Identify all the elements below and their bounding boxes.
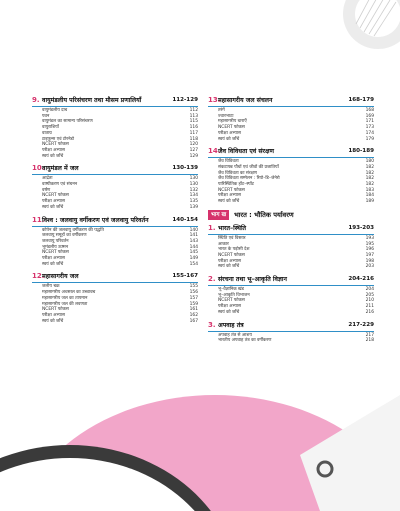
toc-item-label: परीक्षा अभ्यास	[218, 193, 241, 199]
chapter-title: महासागरीय जल	[42, 273, 79, 281]
chapter-entry	[208, 147, 374, 205]
toc-item-label: NCERT फोकस	[42, 250, 69, 256]
toc-item-page: 141	[189, 233, 198, 239]
chapter-page-range: 204-216	[348, 276, 374, 283]
toc-item-label: स्वयं को जाँचें	[42, 153, 64, 159]
toc-right-part-b	[208, 224, 374, 344]
chapter-title: अपवाह तंत्र	[218, 321, 244, 329]
toc-item-page: 196	[365, 247, 374, 253]
toc-item	[208, 310, 374, 316]
toc-item-page: 171	[365, 119, 374, 125]
toc-item-page: 218	[365, 338, 374, 344]
toc-item-page: 161	[189, 307, 198, 313]
toc-item-page: 129	[189, 153, 198, 159]
toc-item-label: NCERT फोकस	[42, 307, 69, 313]
toc-item-label: आकार	[218, 241, 229, 247]
toc-item	[208, 264, 374, 270]
toc-item-page: 198	[365, 258, 374, 264]
chapter-title: महासागरीय जल संचलन	[218, 97, 273, 104]
toc-item-page: 182	[365, 164, 374, 170]
toc-item-page: 143	[189, 238, 198, 244]
toc-right-column	[208, 96, 374, 349]
toc-item	[208, 338, 374, 344]
toc-item-label: परीक्षा अभ्यास	[42, 147, 65, 153]
toc-item-label: परीक्षा अभ्यास	[42, 199, 65, 205]
toc-item-page: 120	[189, 142, 198, 148]
toc-item-page: 204	[365, 287, 374, 293]
toc-item-page: 154	[189, 261, 198, 267]
toc-item-label: भारतीय अपवाह तंत्र का वर्गीकरण	[218, 338, 272, 344]
toc-item-label: वाष्पीकरण एवं संघनन	[42, 182, 78, 188]
toc-item-label: स्वयं को जाँचें	[42, 204, 64, 210]
toc-item-label: NCERT फोकस	[218, 252, 245, 258]
toc-item-label: भू–वैज्ञानिक खंड	[218, 287, 244, 293]
chapter-heading	[208, 321, 374, 332]
chapter-title: वायुमंडल में जल	[42, 165, 79, 173]
toc-item-label: भू–आकृति विभाजन	[218, 292, 250, 298]
toc-item-label: परीक्षा अभ्यास	[42, 312, 65, 318]
toc-item-page: 174	[365, 130, 374, 136]
toc-item-label: टाइफून्स एवं टोरनेडो	[42, 136, 75, 142]
toc-item-label: संकटापन्न पौधों एवं जीवों की प्रजातियाँ	[218, 164, 279, 170]
chapter-entry	[208, 224, 374, 270]
toc-item-label: महासागरीय अधस्तल का उच्चावच	[42, 290, 96, 296]
toc-item-label: ज्वारभाटा	[218, 113, 234, 119]
chapter-page-range: 193-203	[348, 224, 374, 231]
chapter-page-range: 155-167	[172, 273, 198, 280]
toc-left-column	[32, 96, 198, 329]
chapter-entry	[32, 164, 198, 210]
toc-item-page: 184	[365, 193, 374, 199]
toc-item-label: भूमंडलीय ऊष्मन	[42, 244, 69, 250]
toc-item-label: NCERT फोकस	[218, 187, 245, 193]
toc-item-page: 115	[189, 119, 198, 125]
toc-item-page: 118	[189, 136, 198, 142]
toc-item-page: 116	[189, 125, 198, 131]
toc-item-label: वायुराशियाँ	[42, 125, 59, 131]
chapter-number: 11.	[32, 215, 45, 224]
top-right-ring-decoration	[322, 0, 400, 70]
chapter-title: संरचना तथा भू–आकृति विज्ञान	[218, 276, 287, 284]
toc-item-label: जैव विविधता सम्मेलन : रियो–डि–जेनेरो	[218, 176, 280, 182]
toc-item-page: 193	[365, 235, 374, 241]
toc-item-label: स्वयं को जाँचें	[218, 264, 240, 270]
toc-item-label: पवन	[42, 113, 50, 119]
chapter-entry	[208, 96, 374, 142]
toc-item-label: महासागरीय जल का तापमान	[42, 295, 88, 301]
chapter-heading	[32, 216, 198, 227]
toc-item-page: 210	[365, 298, 374, 304]
toc-item-page: 113	[189, 113, 198, 119]
chapter-title: जैव विविधता एवं संरक्षण	[218, 148, 274, 156]
toc-item-label: स्थिति एवं विस्तार	[218, 235, 246, 241]
chapter-page-range: 140-154	[172, 216, 198, 223]
toc-item-page: 168	[365, 108, 374, 113]
toc-item-label: NCERT फोकस	[218, 298, 245, 304]
toc-item-page: 189	[365, 199, 374, 205]
toc-item-page: 203	[365, 264, 374, 270]
chapter-page-range: 112-129	[172, 97, 198, 103]
toc-item	[32, 319, 198, 325]
toc-item-page: 205	[365, 292, 374, 298]
chapter-number: 2.	[208, 275, 216, 284]
chapter-entry	[32, 272, 198, 324]
toc-item-label: स्वयं को जाँचें	[218, 309, 240, 315]
toc-item-page: 112	[189, 108, 198, 113]
toc-item-label: परीक्षा अभ्यास	[218, 258, 241, 264]
toc-item-page: 144	[189, 244, 198, 250]
toc-item-page: 167	[189, 318, 198, 324]
toc-item-label: वर्षण	[42, 187, 51, 193]
chapter-number: 10.	[32, 164, 45, 173]
chapter-heading	[208, 96, 374, 107]
toc-item-page: 182	[365, 176, 374, 182]
toc-item-page: 145	[189, 250, 198, 256]
toc-item-page: 159	[189, 301, 198, 307]
toc-item-page: 155	[189, 284, 198, 290]
chapter-page-range: 217-229	[348, 321, 374, 328]
chapter-number: 9.	[32, 96, 40, 104]
chapter-number: 1.	[208, 223, 216, 232]
toc-item	[32, 205, 198, 211]
toc-item-label: परीक्षा अभ्यास	[42, 256, 65, 262]
toc-item-label: परीक्षा अभ्यास	[218, 130, 241, 136]
toc-item-label: अपवाह तंत्र से आशय	[218, 332, 252, 338]
toc-item-page: 182	[365, 170, 374, 176]
chapter-heading	[32, 96, 198, 107]
toc-item-label: वायुमंडल का सामान्य परिसंचरण	[42, 119, 93, 125]
toc-item-page: 169	[365, 113, 374, 119]
chapter-entry	[32, 216, 198, 268]
toc-item-page: 157	[189, 295, 198, 301]
toc-item-page: 183	[365, 187, 374, 193]
toc-item-label: जलीय चक्र	[42, 284, 60, 290]
chapter-number: 13.	[208, 96, 221, 104]
toc-item	[32, 154, 198, 160]
chapter-page-range: 168-179	[348, 97, 374, 103]
toc-item-label: स्वयं को जाँचें	[218, 199, 240, 205]
toc-item-page: 156	[189, 290, 198, 296]
toc-item-page: 127	[189, 147, 198, 153]
table-of-contents	[26, 96, 376, 406]
chapter-number: 3.	[208, 320, 216, 329]
toc-item-page: 149	[189, 256, 198, 262]
toc-item-label: आर्द्रता	[42, 176, 53, 182]
toc-item-label: भारत के पड़ोसी देश	[218, 247, 250, 253]
toc-item-label: पारिस्थितिक हॉट–स्पॉट	[218, 182, 254, 188]
toc-item-page: 134	[189, 193, 198, 199]
toc-item-page: 162	[189, 312, 198, 318]
toc-item-page: 179	[365, 136, 374, 142]
toc-item-page: 180	[365, 159, 374, 165]
toc-item-label: वायुमंडलीय दाब	[42, 108, 68, 113]
toc-item-page: 132	[189, 187, 198, 193]
toc-item-label: NCERT फोकस	[42, 142, 69, 148]
toc-item-page: 216	[365, 309, 374, 315]
chapter-page-range: 130-139	[172, 165, 198, 172]
chapter-heading	[32, 164, 198, 175]
toc-item-label: तरंगें	[218, 108, 225, 113]
toc-item-page: 197	[365, 252, 374, 258]
chapter-title: वायुमंडलीय परिसंचरण तथा मौसम प्रणालियाँ	[42, 97, 142, 104]
chapter-heading	[32, 272, 198, 283]
toc-item-label: वाताग्र	[42, 130, 52, 136]
toc-item-label: स्वयं को जाँचें	[218, 136, 240, 142]
chapter-entry	[208, 275, 374, 316]
toc-item-label: महासागरीय जल की लवणता	[42, 301, 88, 307]
toc-item-label: स्वयं को जाँचें	[42, 261, 64, 267]
toc-item-page: 135	[189, 199, 198, 205]
toc-item-label: महासागरीय धाराएँ	[218, 119, 247, 125]
toc-item	[208, 137, 374, 143]
toc-item-page: 130	[189, 182, 198, 188]
toc-item-page: 211	[365, 304, 374, 310]
part-title: भारत : भौतिक पर्यावरण	[234, 210, 294, 219]
toc-item-label: NCERT फोकस	[218, 125, 245, 131]
toc-item-label: जलवायु परिवर्तन	[42, 238, 69, 244]
chapter-title: विश्व : जलवायु वर्गीकरण एवं जलवायु परिवर्तन	[42, 216, 149, 224]
chapter-number: 12.	[32, 272, 45, 281]
toc-item-page: 195	[365, 241, 374, 247]
toc-item-label: कोपेन की जलवायु वर्गीकरण की पद्धति	[42, 227, 104, 233]
toc-item-page: 140	[189, 227, 198, 233]
toc-right-part-a	[208, 96, 374, 205]
toc-item-label: जैव विविधता का संरक्षण	[218, 170, 257, 176]
toc-item-label: जैव विविधता	[218, 159, 239, 165]
toc-item-page: 130	[189, 176, 198, 182]
part-label: भाग ख	[208, 210, 229, 220]
toc-item-label: स्वयं को जाँचें	[42, 318, 64, 324]
chapter-heading	[208, 224, 374, 235]
bottom-right-ring-decoration	[314, 458, 336, 480]
toc-item	[208, 199, 374, 205]
chapter-entry	[208, 321, 374, 344]
bottom-pink-wave-decoration	[0, 395, 400, 511]
toc-item-page: 139	[189, 204, 198, 210]
toc-item-label: जलवायु समूहों का वर्गीकरण	[42, 233, 87, 239]
toc-item-page: 217	[365, 332, 374, 338]
chapter-heading	[208, 147, 374, 158]
chapter-page-range: 180-189	[348, 148, 374, 155]
toc-item-label: परीक्षा अभ्यास	[218, 304, 241, 310]
toc-item	[32, 262, 198, 268]
chapter-number: 14.	[208, 147, 221, 156]
toc-item-page: 117	[189, 130, 198, 136]
toc-item-page: 182	[365, 182, 374, 188]
part-banner	[208, 210, 374, 220]
chapter-heading	[208, 275, 374, 286]
chapter-entry	[32, 96, 198, 159]
chapter-title: भारत–स्थिति	[218, 224, 247, 232]
toc-item-label: NCERT फोकस	[42, 193, 69, 199]
toc-item-page: 173	[365, 125, 374, 131]
